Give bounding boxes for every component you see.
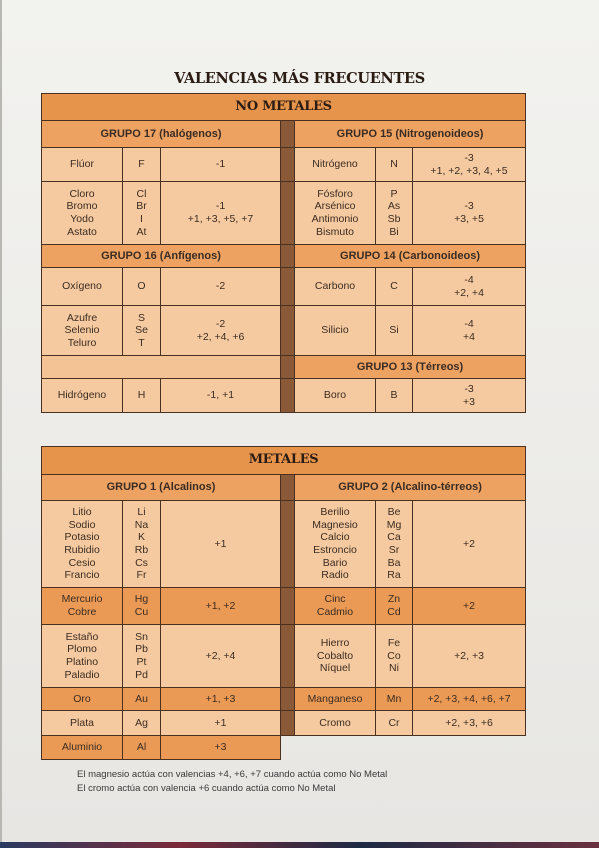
element-valence-line: +1, +2, +3, 4, +5 [430,164,508,177]
element-symbol-line: K [137,531,145,544]
element-name [295,625,376,688]
element-name-line: Fósforo [317,187,353,200]
element-name-line: Paladio [64,668,100,681]
element-symbol [376,501,413,588]
element-symbol-line: Cu [134,606,149,618]
element-name-line: Litio [72,506,92,519]
column-divider [281,148,295,182]
element-name-line: Cesio [68,556,96,569]
element-name [42,148,123,182]
element-valence-line: +3 [463,395,475,408]
element-valence-line: +3, +5 [454,213,484,225]
element-symbol [123,625,161,688]
element-name-line: Radio [321,569,349,582]
element-valence [413,711,526,736]
element-name [42,736,123,760]
element-symbol-line: Cl [136,187,147,200]
element-valence-line: +2, +3 [454,649,484,662]
element-name-line: Sodio [68,518,96,531]
element-name [295,501,376,588]
element-name [295,306,376,356]
element-name [42,306,123,356]
element-name [42,625,123,688]
element-symbol [376,379,413,413]
column-divider [281,121,295,148]
element-name-line: Arsénico [314,200,356,213]
column-divider [281,711,295,736]
element-symbol-line: T [138,336,145,349]
element-symbol-line: Bi [389,225,399,238]
element-name-line: Níquel [319,662,351,675]
element-symbol [376,306,413,356]
element-symbol [123,306,161,356]
element-valence-line: +2, +3, +6 [445,716,493,729]
element-name-line: Astato [67,225,97,238]
element-symbol-line: P [390,187,398,200]
element-valence-line: -4 [464,273,474,286]
element-valence-line: +1, +2 [205,599,236,612]
group-15-header: GRUPO 15 (Nitrogenoideos) [295,121,526,148]
element-symbol-line: Ag [135,716,148,729]
element-name-line: Bromo [66,200,98,213]
element-symbol-line: Co [387,649,401,662]
element-valence [161,625,281,688]
element-name-line: Francio [64,569,100,582]
column-divider [281,306,295,356]
element-name-line: Flúor [70,158,94,171]
element-name-line: Cloro [69,187,95,200]
column-divider [281,688,295,711]
metales-heading: METALES [42,447,526,475]
element-valence [161,501,281,588]
element-valence [413,625,526,688]
element-symbol-line: Cs [135,556,148,569]
column-divider [281,625,295,688]
element-symbol [376,588,413,625]
element-symbol-line: Au [135,692,148,705]
element-valence-line: -1 [215,158,226,171]
element-symbol-line: Rb [134,544,149,556]
element-name-line: Oro [73,692,91,705]
column-divider [281,588,295,625]
element-name [295,148,376,182]
element-valence [161,711,281,736]
element-name [42,182,123,245]
element-valence-line: +2 [463,599,476,612]
element-name [295,268,376,306]
element-valence [413,182,526,245]
element-symbol-line: At [136,225,147,238]
element-symbol-line: Sr [388,544,400,556]
element-valence-line: +1 [214,716,227,729]
element-name [295,182,376,245]
element-symbol [376,688,413,711]
column-divider [281,736,295,760]
element-valence [161,268,281,306]
footnotes [77,768,387,796]
footnote-cromo: El cromo actúa con valencia +6 cuando actúa como No Metal [77,783,336,794]
element-name-line: Cobalto [316,649,354,662]
group-14-header: GRUPO 14 (Carbonoideos) [295,245,526,268]
element-symbol-line: Pt [136,656,147,668]
element-symbol-line: Se [135,324,148,337]
element-name-line: Teluro [67,336,97,349]
empty-cell [295,736,526,760]
column-divider [281,356,295,379]
group-13-header: GRUPO 13 (Térreos) [295,356,526,379]
element-name-line: Hidrógeno [57,389,107,402]
element-name [42,688,123,711]
element-name-line: Aluminio [61,741,103,754]
element-name-line: Calcio [320,531,350,544]
element-valence [413,268,526,306]
element-symbol-line: O [137,280,146,293]
element-name-line: Antimonio [311,213,359,225]
element-name-line: Rubidio [64,544,100,556]
element-symbol [123,688,161,711]
element-symbol [123,268,161,306]
element-valence [413,148,526,182]
element-name-line: Carbono [314,280,356,293]
element-name-line: Yodo [70,213,94,225]
element-name-line: Berilio [320,506,350,519]
column-divider [281,379,295,413]
element-symbol [123,736,161,760]
element-name-line: Estroncio [313,544,357,556]
element-valence-line: +3 [214,741,227,754]
element-symbol [123,588,161,625]
element-name-line: Oxígeno [62,280,102,293]
element-symbol-line: Hg [134,593,149,606]
element-valence-line: +2, +3, +4, +6, +7 [427,692,511,705]
page-title: VALENCIAS MÁS FRECUENTES [174,70,425,87]
element-valence [161,588,281,625]
element-symbol-line: C [390,280,398,293]
element-valence [413,588,526,625]
element-name-line: Manganeso [307,692,363,705]
element-valence [161,306,281,356]
element-name [42,711,123,736]
element-valence-line: -4 [464,317,474,330]
element-symbol-line: Fe [387,637,401,650]
column-divider [281,475,295,501]
element-symbol [376,268,413,306]
element-name-line: Plata [70,716,94,729]
element-name-line: Cinc [324,593,346,606]
element-name-line: Selenio [64,324,100,337]
element-valence-line: +1, +3 [205,692,236,705]
element-name [42,379,123,413]
background-strip [0,842,599,848]
element-valence [413,501,526,588]
element-symbol-line: Al [136,741,147,754]
element-symbol [376,711,413,736]
element-valence-line: -2 [215,317,226,330]
element-symbol-line: I [140,213,143,225]
element-symbol-line: Na [134,518,149,531]
element-name-line: Bismuto [316,225,354,238]
column-divider [281,245,295,268]
element-symbol [376,148,413,182]
element-valence [413,306,526,356]
element-name [295,379,376,413]
metales-table [41,446,526,760]
group-2-header: GRUPO 2 (Alcalino-térreos) [295,475,526,501]
element-name-line: Platino [65,656,99,668]
element-valence [161,182,281,245]
element-symbol-line: B [390,389,398,402]
element-symbol-line: Sb [387,213,401,225]
element-name [42,501,123,588]
element-symbol-line: Si [389,324,399,337]
element-symbol [123,711,161,736]
element-symbol-line: Mn [386,692,402,705]
element-symbol-line: Li [137,506,146,519]
element-valence-line: -3 [464,382,474,395]
element-valence-line: +2, +4, +6 [196,330,245,343]
element-name-line: Azufre [66,311,98,324]
element-name [295,711,376,736]
element-valence [161,688,281,711]
element-symbol-line: F [138,158,145,171]
element-symbol-line: Be [387,506,401,519]
column-divider [281,268,295,306]
element-name-line: Bario [322,556,348,569]
column-divider [281,501,295,588]
empty-header-cell [42,356,281,379]
element-symbol [123,148,161,182]
element-valence [161,736,281,760]
element-name [295,688,376,711]
element-name [295,588,376,625]
element-symbol-line: Cr [388,716,400,729]
element-symbol-line: Fr [136,569,147,582]
element-symbol-line: S [137,311,145,324]
footnote-magnesio: El magnesio actúa con valencias +4, +6, +7 cuando actúa como No Metal [77,769,388,780]
element-name-line: Nitrógeno [312,158,358,171]
element-symbol-line: Pb [135,643,148,656]
element-symbol-line: Pd [135,668,148,681]
element-name-line: Potasio [64,531,100,544]
element-valence-line: +2, +4 [205,649,236,662]
element-name-line: Cromo [319,716,351,729]
element-valence [161,379,281,413]
element-symbol [376,182,413,245]
element-valence-line: -3 [464,151,474,164]
element-symbol-line: Br [136,200,147,213]
element-symbol-line: Zn [387,593,401,606]
element-valence-line: +2, +4 [454,286,484,299]
element-name-line: Silicio [321,324,349,337]
element-name-line: Cobre [67,606,97,618]
element-valence-line: +2 [463,537,476,550]
element-valence [413,379,526,413]
element-symbol-line: Sn [135,630,148,643]
element-name-line: Mercurio [61,593,103,606]
element-symbol-line: Ni [389,662,399,675]
element-symbol-line: Cd [387,606,401,618]
element-symbol [123,501,161,588]
group-1-header: GRUPO 1 (Alcalinos) [42,475,281,501]
element-valence-line: -3 [464,200,474,213]
element-name-line: Boro [323,389,347,402]
element-symbol [123,379,161,413]
element-valence-line: -1 [215,200,226,213]
element-name-line: Cadmio [316,606,354,618]
column-divider [281,182,295,245]
element-valence [161,148,281,182]
no-metales-heading: NO METALES [42,94,526,121]
element-valence-line: +1 [214,537,227,550]
element-symbol [123,182,161,245]
element-symbol-line: N [390,158,398,171]
element-name-line: Magnesio [312,518,358,531]
element-valence-line: +4 [463,330,475,343]
element-name [42,588,123,625]
element-symbol [376,625,413,688]
element-valence [413,688,526,711]
element-valence-line: -1, +1 [206,389,235,402]
element-symbol-line: Mg [386,518,402,531]
element-valence-line: +1, +3, +5, +7 [187,213,254,225]
element-valence-line: -2 [215,280,226,293]
element-name-line: Plomo [67,643,97,656]
element-name [42,268,123,306]
group-16-header: GRUPO 16 (Anfígenos) [42,245,281,268]
element-symbol-line: Ba [387,556,401,569]
no-metales-table [41,93,526,413]
element-name-line: Estaño [65,630,99,643]
element-symbol-line: Ca [387,531,401,544]
element-name-line: Hierro [320,637,350,650]
element-symbol-line: H [137,389,146,402]
element-symbol-line: Ra [387,569,401,582]
group-17-header: GRUPO 17 (halógenos) [42,121,281,148]
element-symbol-line: As [387,200,401,213]
